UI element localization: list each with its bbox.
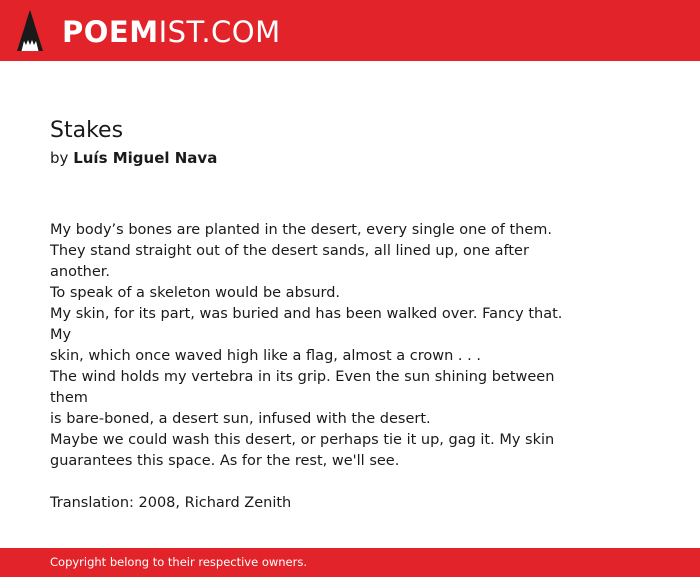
by-label: by [50, 149, 69, 167]
poem-line: another. [50, 264, 110, 280]
poem-body [50, 220, 570, 472]
site-footer [0, 548, 700, 577]
translation-credit: Translation: 2008, Richard Zenith [50, 495, 292, 511]
poem-line: guarantees this space. As for the rest, we'll see. [50, 453, 400, 469]
poem-line: Maybe we could wash this desert, or perhaps tie it up, gag it. My skin [50, 432, 555, 448]
poem-line: They stand straight out of the desert sands, all lined up, one after [50, 243, 529, 259]
site-logo[interactable] [62, 12, 281, 52]
poem-line: is bare-boned, a desert sun, infused with the desert. [50, 411, 431, 427]
logo-wordmark-light: IST.COM [158, 15, 281, 49]
poem-byline [50, 147, 570, 169]
pencil-tip-icon[interactable] [16, 9, 44, 52]
logo-wordmark-strong: POEM [62, 15, 159, 49]
poem-line: skin, which once waved high like a flag, almost a crown . . . [50, 348, 481, 364]
site-header [0, 0, 700, 61]
poem-line: My body’s bones are planted in the desert, every single one of them. [50, 222, 552, 238]
author-name: Luís Miguel Nava [73, 149, 218, 167]
poem-content [50, 116, 570, 514]
copyright-notice: Copyright belong to their respective owners. [50, 555, 308, 569]
poem-title: Stakes [50, 118, 124, 143]
poem-line: My skin, for its part, was buried and has been walked over. Fancy that. My [50, 306, 563, 343]
poem-line: To speak of a skeleton would be absurd. [50, 285, 341, 301]
poem-line: The wind holds my vertebra in its grip. Even the sun shining between them [50, 369, 555, 406]
